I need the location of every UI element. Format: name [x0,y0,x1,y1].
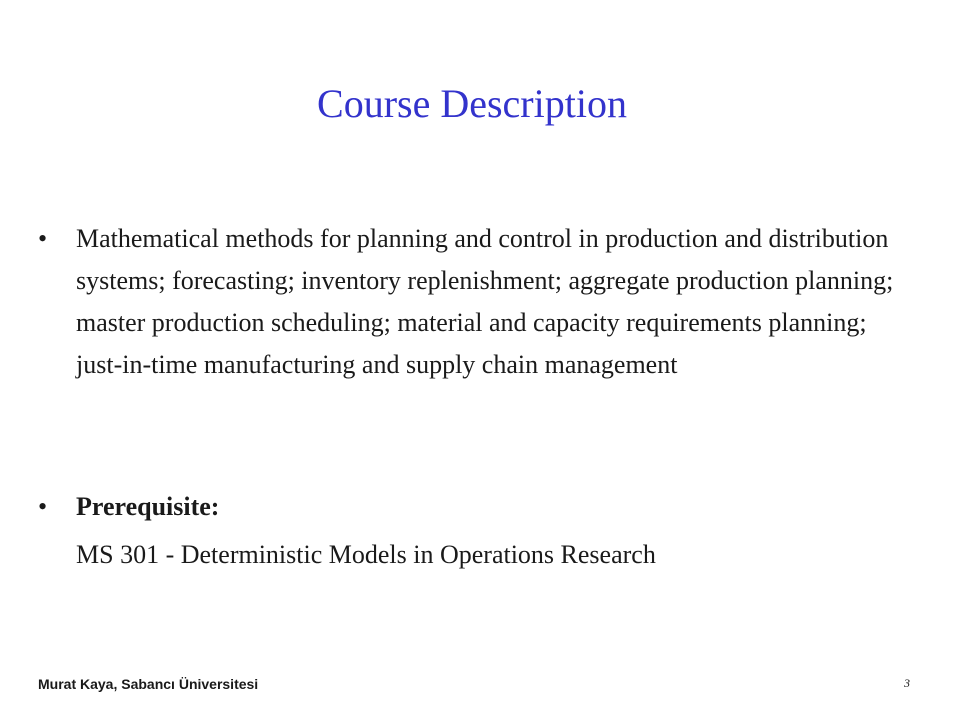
page-number: 3 [904,676,910,690]
bullet-prerequisite [38,486,898,528]
prerequisite-label: Prerequisite: [76,492,220,521]
footer-author: Murat Kaya, Sabancı Üniversitesi [38,676,259,692]
course-description-text: Mathematical methods for planning and control in production and distribution systems; forecasting; inventory replenishment; aggregate production planning; master production scheduling; material and capacity requirements planning; just-in-time manufacturing and supply chain management [76,224,894,379]
bullet-course-description [38,218,898,386]
bullet-row [38,486,898,528]
bullet-icon: • [38,492,48,521]
bullet-icon: • [38,224,48,253]
prerequisite-course: MS 301 - Deterministic Models in Operations Research [76,540,656,569]
bullet-row [38,218,898,386]
slide-title: Course Description [317,81,627,126]
